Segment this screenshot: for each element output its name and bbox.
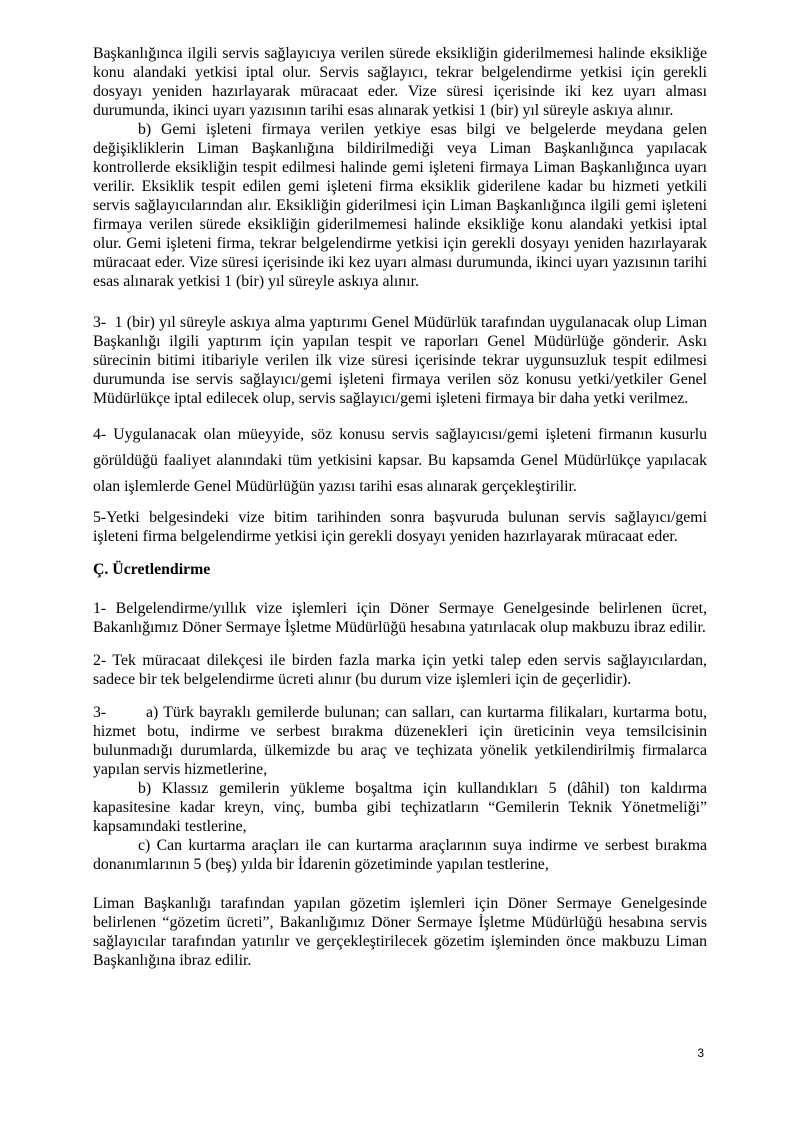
paragraph-item-4-sanction: 4- Uygulanacak olan müeyyide, söz konusu servis sağlayıcısı/gemi işleteni firmanın kusurlu görüldüğü faaliyet alanındaki tüm yetkisini kapsar. Bu kapsamda Genel Müdürlükçe yapılacak olan işlemlerde Genel Müdürlüğün yazısı tarihi esas alınarak gerçekleştirilir. [93, 426, 707, 495]
section-heading-ucretlendirme: Ç. Ücretlendirme [93, 561, 211, 578]
paragraph-item-b-ship-operator: b) Gemi işleteni firmaya verilen yetkiye esas bilgi ve belgelerde meydana gelen değişikliklerin Liman Başkanlığına bildirilmediği veya Liman Başkanlığınca yapılacak kontrollerde eksikliğin tespit edilmesi halinde gemi işleteni firmaya Liman Başkanlığınca uyarı verilir. Eksiklik tespit edilen gemi işleteni firma eksiklik giderilene kadar bu hizmeti yetkili servis sağlayıcılarından alır. Eksikliğin giderilmesi için Liman Başkanlığınca ilgili gemi işleteni firmaya verilen sürede eksikliğin giderilmemesi halinde eksikliğe konu alandaki yetkisi iptal olur. Gemi işleteni firma, tekrar belgelendirme yetkisi için gerekli dosyayı yeniden hazırlayarak müracaat eder. Vize süresi içerisinde iki kez uyarı alması durumunda, ikinci uyarı yazısının tarihi esas alınarak yetkisi 1 (bir) yıl süreyle askıya alınır. [93, 121, 707, 290]
fee-paragraph-3c-life-saving: c) Can kurtarma araçları ile can kurtarma araçlarının suya indirme ve serbest bırakma donanımlarının 5 (beş) yılda bir İdarenin gözetiminde yapılan testlerine, [93, 837, 707, 873]
fee-paragraph-3a-turkish-flagged [93, 703, 707, 779]
paragraph-continuation: Başkanlığınca ilgili servis sağlayıcıya verilen sürede eksikliğin giderilmemesi halinde eksikliğe konu alandaki yetkisi iptal olur. Servis sağlayıcı, tekrar belgelendirme yetkisi için gerekli dosyayı yeniden hazırlayarak müracaat eder. Vize süresi içerisinde iki kez uyarı alması durumunda, ikinci uyarı yazısının tarihi esas alınarak yetkisi 1 (bir) yıl süreyle askıya alınır. [93, 45, 707, 119]
fee-paragraph-3b-unclassed-ships: b) Klassız gemilerin yükleme boşaltma için kullandıkları 5 (dâhil) ton kaldırma kapasitesine kadar kreyn, vinç, bumba gibi teçhizatların “Gemilerin Teknik Yönetmeliği” kapsamındaki testlerine, [93, 780, 707, 835]
page-number: 3 [697, 1046, 704, 1060]
fee-paragraph-2-single-fee: 2- Tek müracaat dilekçesi ile birden fazla marka için yetki talep eden servis sağlayıcılardan, sadece bir tek belgelendirme ücreti alınır (bu durum vize işlemleri için de geçerlidir). [93, 652, 707, 688]
page-content [93, 44, 707, 970]
closing-paragraph-supervision-fee: Liman Başkanlığı tarafından yapılan gözetim işlemleri için Döner Sermaye Genelgesinde belirlenen “gözetim ücreti”, Bakanlığımız Döner Sermaye İşletme Müdürlüğü hesabına servis sağlayıcılar tarafından yatırılır ve gerçekleştirilecek gözetim işleminden önce makbuzu Liman Başkanlığına ibraz edilir. [93, 895, 707, 969]
paragraph-item-3-suspension: 3- 1 (bir) yıl süreyle askıya alma yaptırımı Genel Müdürlük tarafından uygulanacak olup Liman Başkanlığı ilgili yaptırım için yapılan tespit ve raporları Genel Müdürlüğe gönderir. Askı sürecinin bitimi itibariyle verilen ilk vize süresi içerisinde tekrar uygunsuzluk tespit edilmesi durumunda ise servis sağlayıcı/gemi işleteni firmaya verilen söz konusu yetki/yetkiler Genel Müdürlükçe iptal edilecek olup, servis sağlayıcı/gemi işleteni firmaya bir daha yetki verilmez. [93, 314, 707, 407]
paragraph-item-5-visa-expiry: 5-Yetki belgesindeki vize bitim tarihinden sonra başvuruda bulunan servis sağlayıcı/gemi işleteni firma belgelendirme yetkisi için gerekli dosyayı yeniden hazırlayarak müracaat eder. [93, 509, 707, 545]
fee-paragraph-3-number: 3- [93, 704, 107, 721]
fee-paragraph-3a-text: a) Türk bayraklı gemilerde bulunan; can salları, can kurtarma filikaları, kurtarma botu, hizmet botu, indirme ve serbest bırakma düzenekleri için üreticinin veya temsilcisinin bulunmadığı durumlarda, ülkemizde bu araç ve teçhizata yönelik yetkilendirilmiş firmalarca yapılan servis hizmetlerine, [93, 704, 707, 778]
fee-paragraph-1-certification-fee: 1- Belgelendirme/yıllık vize işlemleri için Döner Sermaye Genelgesinde belirlenen ücret, Bakanlığımız Döner Sermaye İşletme Müdürlüğü hesabına yatırılacak olup makbuzu ibraz edilir. [93, 600, 707, 636]
